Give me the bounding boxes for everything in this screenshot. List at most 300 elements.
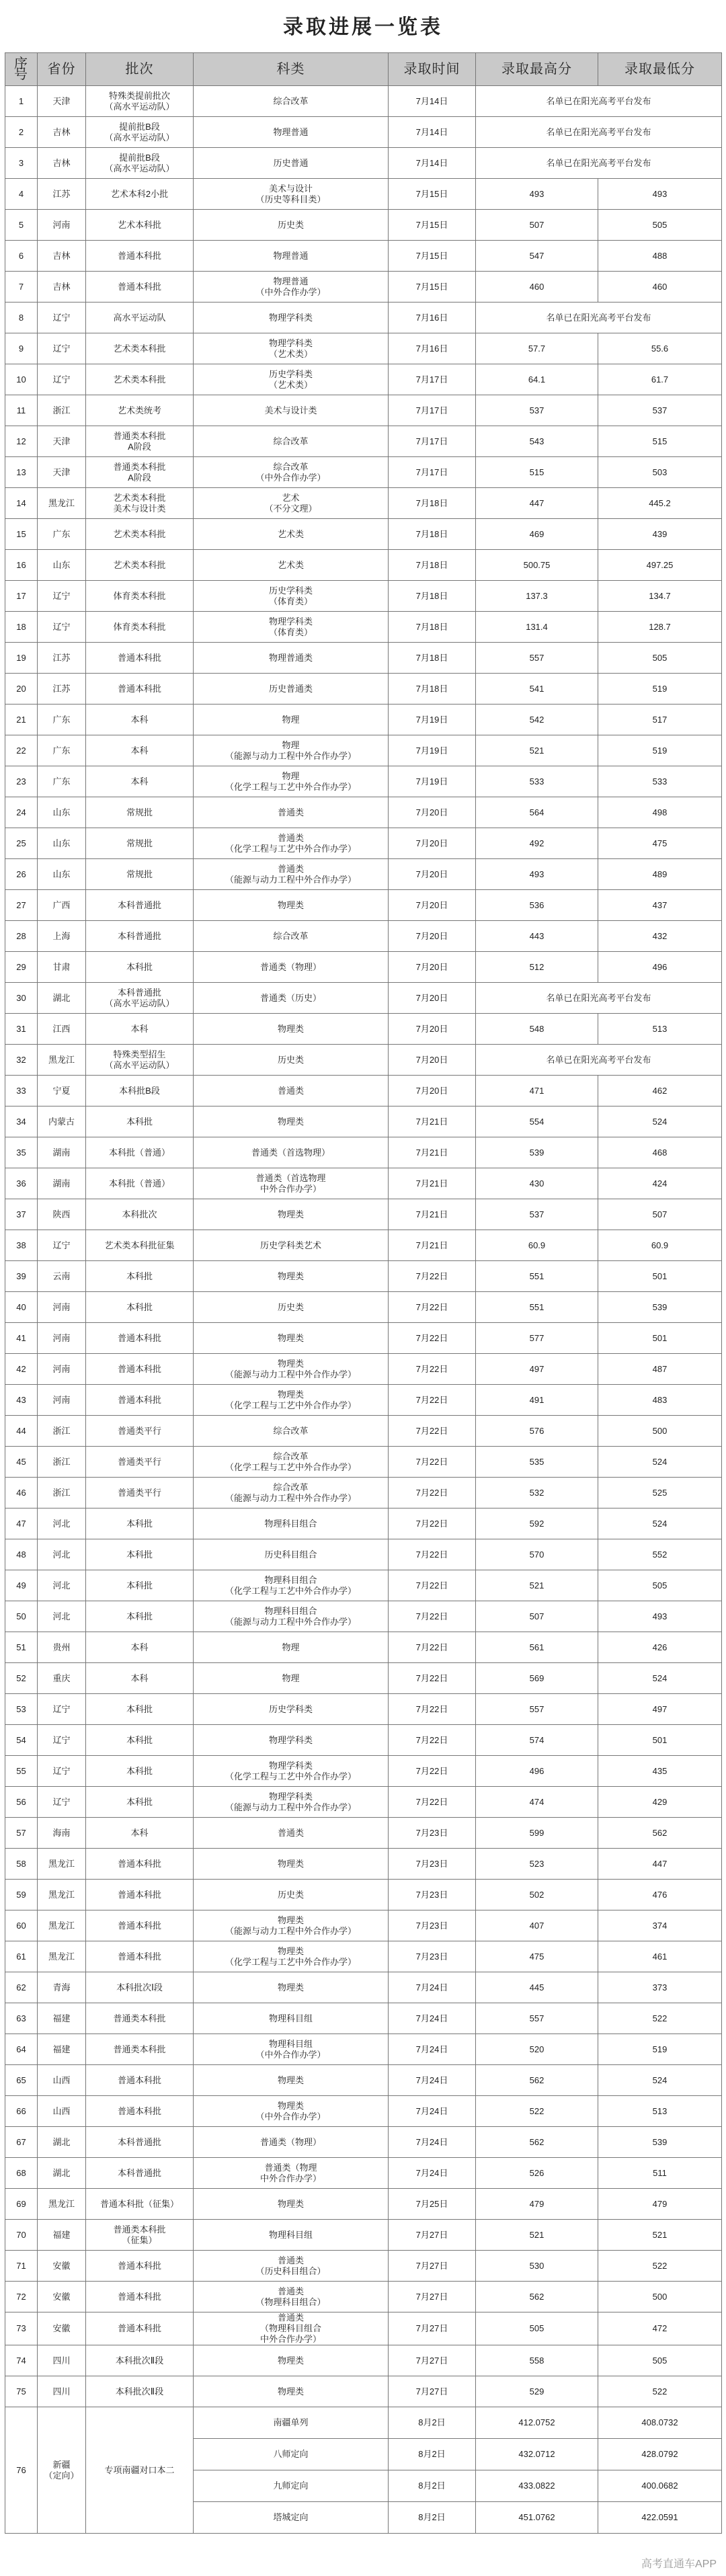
cell-batch: 普通类本科批 A阶段: [86, 457, 194, 488]
cell-batch: 普通本科批: [86, 1941, 194, 1972]
cell-date: 7月20日: [389, 1045, 476, 1076]
cell-category: 塔城定向: [194, 2502, 389, 2534]
cell-min-score: 428.0792: [598, 2439, 722, 2470]
cell-no: 59: [5, 1880, 38, 1910]
cell-min-score: 522: [598, 2003, 722, 2034]
cell-max-score: 475: [476, 1941, 598, 1972]
table-row: [5, 86, 722, 117]
cell-min-score: 503: [598, 457, 722, 488]
cell-min-score: 475: [598, 828, 722, 859]
cell-batch: 普通本科批: [86, 241, 194, 272]
cell-date: 7月21日: [389, 1137, 476, 1168]
cell-no: 14: [5, 488, 38, 519]
cell-category: 物理类: [194, 890, 389, 921]
cell-date: 7月24日: [389, 2096, 476, 2127]
cell-no: 42: [5, 1354, 38, 1385]
cell-category: 物理科目组合 （能源与动力工程中外合作办学）: [194, 1601, 389, 1632]
cell-category: 物理类: [194, 2376, 389, 2407]
cell-batch: 普通本科批: [86, 1323, 194, 1354]
cell-batch: 艺术类统考: [86, 395, 194, 426]
table-row: [5, 735, 722, 766]
cell-min-score: 476: [598, 1880, 722, 1910]
table-row: [5, 1106, 722, 1137]
cell-min-score: 525: [598, 1478, 722, 1508]
cell-category: 普通类（物理）: [194, 952, 389, 983]
cell-province: 辽宁: [38, 303, 86, 333]
cell-no: 26: [5, 859, 38, 890]
cell-date: 7月14日: [389, 117, 476, 148]
cell-max-score: 469: [476, 519, 598, 550]
table-row: [5, 2065, 722, 2096]
table-row: [5, 1076, 722, 1106]
cell-max-score: 543: [476, 426, 598, 457]
cell-batch: 普通类平行: [86, 1478, 194, 1508]
cell-no: 68: [5, 2158, 38, 2189]
cell-max-score: 558: [476, 2345, 598, 2376]
cell-date: 7月22日: [389, 1261, 476, 1292]
table-body: [5, 86, 722, 2534]
cell-batch: 本科批: [86, 1787, 194, 1818]
cell-date: 7月24日: [389, 2065, 476, 2096]
cell-date: 7月22日: [389, 1478, 476, 1508]
cell-batch: 高水平运动队: [86, 303, 194, 333]
cell-batch: 本科: [86, 1818, 194, 1849]
cell-batch: 特殊类提前批次 （高水平运动队）: [86, 86, 194, 117]
cell-max-score: 570: [476, 1539, 598, 1570]
table-row: [5, 364, 722, 395]
cell-min-score: 373: [598, 1972, 722, 2003]
cell-province: 新疆 （定向）: [38, 2407, 86, 2534]
cell-no: 21: [5, 705, 38, 735]
cell-date: 7月27日: [389, 2282, 476, 2312]
cell-category: 物理: [194, 705, 389, 735]
cell-min-score: 513: [598, 1014, 722, 1045]
header-batch: 批次: [86, 53, 194, 86]
cell-no: 55: [5, 1756, 38, 1787]
table-row: [5, 2345, 722, 2376]
cell-no: 54: [5, 1725, 38, 1756]
cell-province: 江西: [38, 1014, 86, 1045]
cell-no: 8: [5, 303, 38, 333]
cell-max-score: 430: [476, 1168, 598, 1199]
cell-category: 物理类: [194, 1323, 389, 1354]
cell-batch: 普通本科批: [86, 2282, 194, 2312]
cell-category: 综合改革 （化学工程与工艺中外合作办学）: [194, 1447, 389, 1478]
cell-no: 7: [5, 272, 38, 303]
cell-max-score: 505: [476, 2312, 598, 2345]
cell-province: 黑龙江: [38, 1910, 86, 1941]
cell-no: 36: [5, 1168, 38, 1199]
cell-no: 51: [5, 1632, 38, 1663]
cell-min-score: 524: [598, 2065, 722, 2096]
cell-batch: 普通类本科批: [86, 2003, 194, 2034]
cell-min-score: 488: [598, 241, 722, 272]
cell-batch: 艺术类本科批: [86, 550, 194, 581]
cell-province: 辽宁: [38, 1756, 86, 1787]
table-row: [5, 241, 722, 272]
cell-min-score: 128.7: [598, 612, 722, 643]
cell-no: 53: [5, 1694, 38, 1725]
cell-min-score: 552: [598, 1539, 722, 1570]
table-row: [5, 1910, 722, 1941]
cell-max-score: 64.1: [476, 364, 598, 395]
cell-batch: 本科批: [86, 1539, 194, 1570]
cell-date: 7月15日: [389, 210, 476, 241]
cell-date: 7月23日: [389, 1849, 476, 1880]
cell-published-note: 名单已在阳光高考平台发布: [476, 303, 722, 333]
cell-date: 7月17日: [389, 395, 476, 426]
cell-date: 7月22日: [389, 1323, 476, 1354]
table-row: [5, 828, 722, 859]
cell-max-score: 561: [476, 1632, 598, 1663]
cell-batch: 普通本科批: [86, 2251, 194, 2282]
table-row: [5, 2003, 722, 2034]
cell-batch: 本科批: [86, 1261, 194, 1292]
cell-category: 九师定向: [194, 2470, 389, 2502]
header-no: 序号: [5, 53, 38, 86]
cell-category: 普通类 （历史科目组合）: [194, 2251, 389, 2282]
table-row: [5, 983, 722, 1014]
table-row: [5, 117, 722, 148]
table-row: [5, 1416, 722, 1447]
cell-max-score: 507: [476, 1601, 598, 1632]
table-row: [5, 1354, 722, 1385]
cell-min-score: 61.7: [598, 364, 722, 395]
cell-batch: 普通类本科批 A阶段: [86, 426, 194, 457]
cell-category: 历史学科类 （体育类）: [194, 581, 389, 612]
cell-no: 3: [5, 148, 38, 179]
cell-max-score: 493: [476, 179, 598, 210]
cell-min-score: 501: [598, 1261, 722, 1292]
cell-batch: 普通类本科批: [86, 2034, 194, 2065]
cell-category: 综合改革 （能源与动力工程中外合作办学）: [194, 1478, 389, 1508]
table-row: [5, 426, 722, 457]
cell-province: 海南: [38, 1818, 86, 1849]
cell-date: 7月17日: [389, 426, 476, 457]
cell-min-score: 501: [598, 1323, 722, 1354]
cell-province: 安徽: [38, 2251, 86, 2282]
table-row: [5, 1818, 722, 1849]
cell-province: 吉林: [38, 148, 86, 179]
table-row: [5, 1323, 722, 1354]
cell-batch: 本科批（普通）: [86, 1137, 194, 1168]
cell-no: 57: [5, 1818, 38, 1849]
cell-batch: 普通本科批: [86, 1910, 194, 1941]
cell-no: 27: [5, 890, 38, 921]
cell-min-score: 483: [598, 1385, 722, 1416]
table-row: [5, 1632, 722, 1663]
cell-province: 河南: [38, 1323, 86, 1354]
cell-no: 29: [5, 952, 38, 983]
cell-date: 7月25日: [389, 2189, 476, 2220]
cell-province: 山东: [38, 859, 86, 890]
cell-category: 物理科目组合: [194, 1508, 389, 1539]
cell-min-score: 501: [598, 1725, 722, 1756]
cell-date: 7月23日: [389, 1880, 476, 1910]
cell-batch: 本科: [86, 735, 194, 766]
cell-min-score: 562: [598, 1818, 722, 1849]
cell-category: 物理类 （化学工程与工艺中外合作办学）: [194, 1941, 389, 1972]
cell-batch: 本科普通批: [86, 2158, 194, 2189]
cell-date: 7月17日: [389, 364, 476, 395]
cell-batch: 艺术类本科批: [86, 333, 194, 364]
cell-province: 贵州: [38, 1632, 86, 1663]
cell-max-score: 576: [476, 1416, 598, 1447]
cell-date: 7月24日: [389, 2158, 476, 2189]
cell-province: 山西: [38, 2065, 86, 2096]
cell-max-score: 412.0752: [476, 2407, 598, 2439]
cell-no: 30: [5, 983, 38, 1014]
cell-category: 普通类: [194, 1076, 389, 1106]
cell-category: 物理学科类 （艺术类）: [194, 333, 389, 364]
cell-batch: 普通本科批: [86, 643, 194, 674]
cell-batch: 艺术类本科批: [86, 364, 194, 395]
cell-max-score: 599: [476, 1818, 598, 1849]
cell-province: 河南: [38, 210, 86, 241]
cell-province: 山西: [38, 2096, 86, 2127]
cell-no: 69: [5, 2189, 38, 2220]
cell-no: 6: [5, 241, 38, 272]
cell-no: 25: [5, 828, 38, 859]
cell-province: 辽宁: [38, 1725, 86, 1756]
cell-batch: 本科批次Ⅱ段: [86, 2345, 194, 2376]
cell-no: 66: [5, 2096, 38, 2127]
cell-no: 72: [5, 2282, 38, 2312]
cell-category: 综合改革 （中外合作办学）: [194, 457, 389, 488]
cell-batch: 常规批: [86, 859, 194, 890]
cell-date: 7月18日: [389, 643, 476, 674]
cell-category: 物理类: [194, 1199, 389, 1230]
cell-date: 7月24日: [389, 1972, 476, 2003]
cell-date: 7月20日: [389, 890, 476, 921]
cell-no: 17: [5, 581, 38, 612]
cell-batch: 本科: [86, 1014, 194, 1045]
cell-no: 74: [5, 2345, 38, 2376]
cell-max-score: 542: [476, 705, 598, 735]
cell-max-score: 521: [476, 1570, 598, 1601]
cell-date: 7月23日: [389, 1818, 476, 1849]
cell-category: 物理 （能源与动力工程中外合作办学）: [194, 735, 389, 766]
cell-category: 物理类: [194, 1849, 389, 1880]
cell-date: 7月22日: [389, 1539, 476, 1570]
cell-batch: 普通本科批: [86, 674, 194, 705]
cell-province: 福建: [38, 2003, 86, 2034]
cell-category: 物理类 （能源与动力工程中外合作办学）: [194, 1354, 389, 1385]
cell-date: 7月24日: [389, 2034, 476, 2065]
cell-no: 46: [5, 1478, 38, 1508]
cell-date: 7月22日: [389, 1756, 476, 1787]
cell-date: 7月15日: [389, 179, 476, 210]
cell-no: 48: [5, 1539, 38, 1570]
table-row: [5, 1168, 722, 1199]
cell-batch: 本科批: [86, 1756, 194, 1787]
cell-max-score: 536: [476, 890, 598, 921]
cell-date: 7月27日: [389, 2251, 476, 2282]
cell-min-score: 505: [598, 643, 722, 674]
cell-batch: 本科普通批 （高水平运动队）: [86, 983, 194, 1014]
cell-max-score: 497: [476, 1354, 598, 1385]
cell-batch: 体育类本科批: [86, 581, 194, 612]
table-row: [5, 674, 722, 705]
table-row: [5, 859, 722, 890]
cell-max-score: 533: [476, 766, 598, 797]
cell-published-note: 名单已在阳光高考平台发布: [476, 86, 722, 117]
cell-batch: 普通本科批: [86, 272, 194, 303]
cell-date: 7月21日: [389, 1230, 476, 1261]
table-row: [5, 1849, 722, 1880]
cell-batch: 本科批次Ⅱ段: [86, 2376, 194, 2407]
header-row: [5, 53, 722, 86]
cell-date: 7月22日: [389, 1508, 476, 1539]
cell-no: 63: [5, 2003, 38, 2034]
cell-max-score: 522: [476, 2096, 598, 2127]
cell-batch: 体育类本科批: [86, 612, 194, 643]
cell-max-score: 493: [476, 859, 598, 890]
cell-province: 湖南: [38, 1137, 86, 1168]
cell-max-score: 554: [476, 1106, 598, 1137]
cell-min-score: 408.0732: [598, 2407, 722, 2439]
cell-min-score: 489: [598, 859, 722, 890]
cell-no: 52: [5, 1663, 38, 1694]
page-title: 录取进展一览表: [283, 15, 443, 39]
cell-min-score: 522: [598, 2251, 722, 2282]
cell-category: 综合改革: [194, 86, 389, 117]
cell-province: 黑龙江: [38, 1880, 86, 1910]
cell-min-score: 497: [598, 1694, 722, 1725]
cell-no: 39: [5, 1261, 38, 1292]
cell-date: 8月2日: [389, 2407, 476, 2439]
table-row: [5, 488, 722, 519]
cell-category: 八师定向: [194, 2439, 389, 2470]
cell-batch: 本科批: [86, 1725, 194, 1756]
cell-max-score: 574: [476, 1725, 598, 1756]
cell-max-score: 432.0712: [476, 2439, 598, 2470]
cell-category: 综合改革: [194, 921, 389, 952]
cell-published-note: 名单已在阳光高考平台发布: [476, 117, 722, 148]
cell-max-score: 500.75: [476, 550, 598, 581]
cell-max-score: 433.0822: [476, 2470, 598, 2502]
cell-no: 1: [5, 86, 38, 117]
cell-province: 辽宁: [38, 1787, 86, 1818]
cell-province: 宁夏: [38, 1076, 86, 1106]
cell-date: 7月20日: [389, 952, 476, 983]
table-row: [5, 333, 722, 364]
cell-category: 综合改革: [194, 1416, 389, 1447]
cell-date: 7月24日: [389, 2003, 476, 2034]
cell-batch: 本科批: [86, 1106, 194, 1137]
cell-batch: 本科: [86, 1632, 194, 1663]
cell-no: 50: [5, 1601, 38, 1632]
header-date: 录取时间: [389, 53, 476, 86]
cell-min-score: 424: [598, 1168, 722, 1199]
header-category: 科类: [194, 53, 389, 86]
cell-min-score: 500: [598, 1416, 722, 1447]
cell-min-score: 524: [598, 1447, 722, 1478]
cell-batch: 提前批B段 （高水平运动队）: [86, 117, 194, 148]
cell-batch: 艺术类本科批 美术与设计类: [86, 488, 194, 519]
cell-batch: 本科批: [86, 1292, 194, 1323]
cell-province: 河北: [38, 1601, 86, 1632]
cell-no: 38: [5, 1230, 38, 1261]
table-row: [5, 457, 722, 488]
cell-province: 黑龙江: [38, 2189, 86, 2220]
cell-province: 浙江: [38, 1416, 86, 1447]
cell-province: 甘肃: [38, 952, 86, 983]
cell-date: 7月18日: [389, 612, 476, 643]
cell-category: 物理普通类: [194, 643, 389, 674]
cell-category: 物理科目组: [194, 2003, 389, 2034]
cell-date: 7月20日: [389, 859, 476, 890]
cell-category: 物理: [194, 1632, 389, 1663]
cell-min-score: 496: [598, 952, 722, 983]
cell-batch: 艺术类本科批: [86, 519, 194, 550]
cell-max-score: 521: [476, 2220, 598, 2251]
cell-batch: 提前批B段 （高水平运动队）: [86, 148, 194, 179]
cell-date: 7月20日: [389, 921, 476, 952]
cell-batch: 常规批: [86, 797, 194, 828]
cell-province: 福建: [38, 2034, 86, 2065]
cell-no: 33: [5, 1076, 38, 1106]
cell-category: 普通类 （能源与动力工程中外合作办学）: [194, 859, 389, 890]
cell-category: 历史类: [194, 1292, 389, 1323]
cell-category: 历史类: [194, 1880, 389, 1910]
cell-category: 物理类: [194, 1261, 389, 1292]
cell-category: 普通类（首选物理）: [194, 1137, 389, 1168]
table-row: [5, 2127, 722, 2158]
cell-min-score: 515: [598, 426, 722, 457]
table-row: [5, 550, 722, 581]
cell-no: 70: [5, 2220, 38, 2251]
cell-date: 7月22日: [389, 1416, 476, 1447]
cell-min-score: 134.7: [598, 581, 722, 612]
table-row: [5, 890, 722, 921]
cell-no: 11: [5, 395, 38, 426]
cell-max-score: 551: [476, 1292, 598, 1323]
cell-date: 7月22日: [389, 1292, 476, 1323]
table-row: [5, 2189, 722, 2220]
cell-province: 吉林: [38, 272, 86, 303]
table-row: [5, 210, 722, 241]
cell-date: 7月16日: [389, 333, 476, 364]
cell-date: 7月21日: [389, 1168, 476, 1199]
cell-date: 7月21日: [389, 1199, 476, 1230]
cell-max-score: 474: [476, 1787, 598, 1818]
cell-batch: 普通本科批: [86, 1880, 194, 1910]
cell-date: 7月22日: [389, 1570, 476, 1601]
cell-max-score: 491: [476, 1385, 598, 1416]
cell-min-score: 400.0682: [598, 2470, 722, 2502]
cell-no: 18: [5, 612, 38, 643]
cell-category: 物理学科类 （化学工程与工艺中外合作办学）: [194, 1756, 389, 1787]
cell-no: 73: [5, 2312, 38, 2345]
cell-max-score: 496: [476, 1756, 598, 1787]
cell-province: 江苏: [38, 179, 86, 210]
table-row: [5, 952, 722, 983]
cell-batch: 本科批: [86, 1508, 194, 1539]
cell-province: 福建: [38, 2220, 86, 2251]
cell-date: 7月22日: [389, 1354, 476, 1385]
cell-no: 22: [5, 735, 38, 766]
cell-max-score: 137.3: [476, 581, 598, 612]
cell-province: 青海: [38, 1972, 86, 2003]
cell-min-score: 519: [598, 2034, 722, 2065]
cell-max-score: 530: [476, 2251, 598, 2282]
cell-max-score: 569: [476, 1663, 598, 1694]
table-row: [5, 1478, 722, 1508]
cell-category: 物理类 （化学工程与工艺中外合作办学）: [194, 1385, 389, 1416]
cell-max-score: 512: [476, 952, 598, 983]
cell-category: 物理类: [194, 1106, 389, 1137]
